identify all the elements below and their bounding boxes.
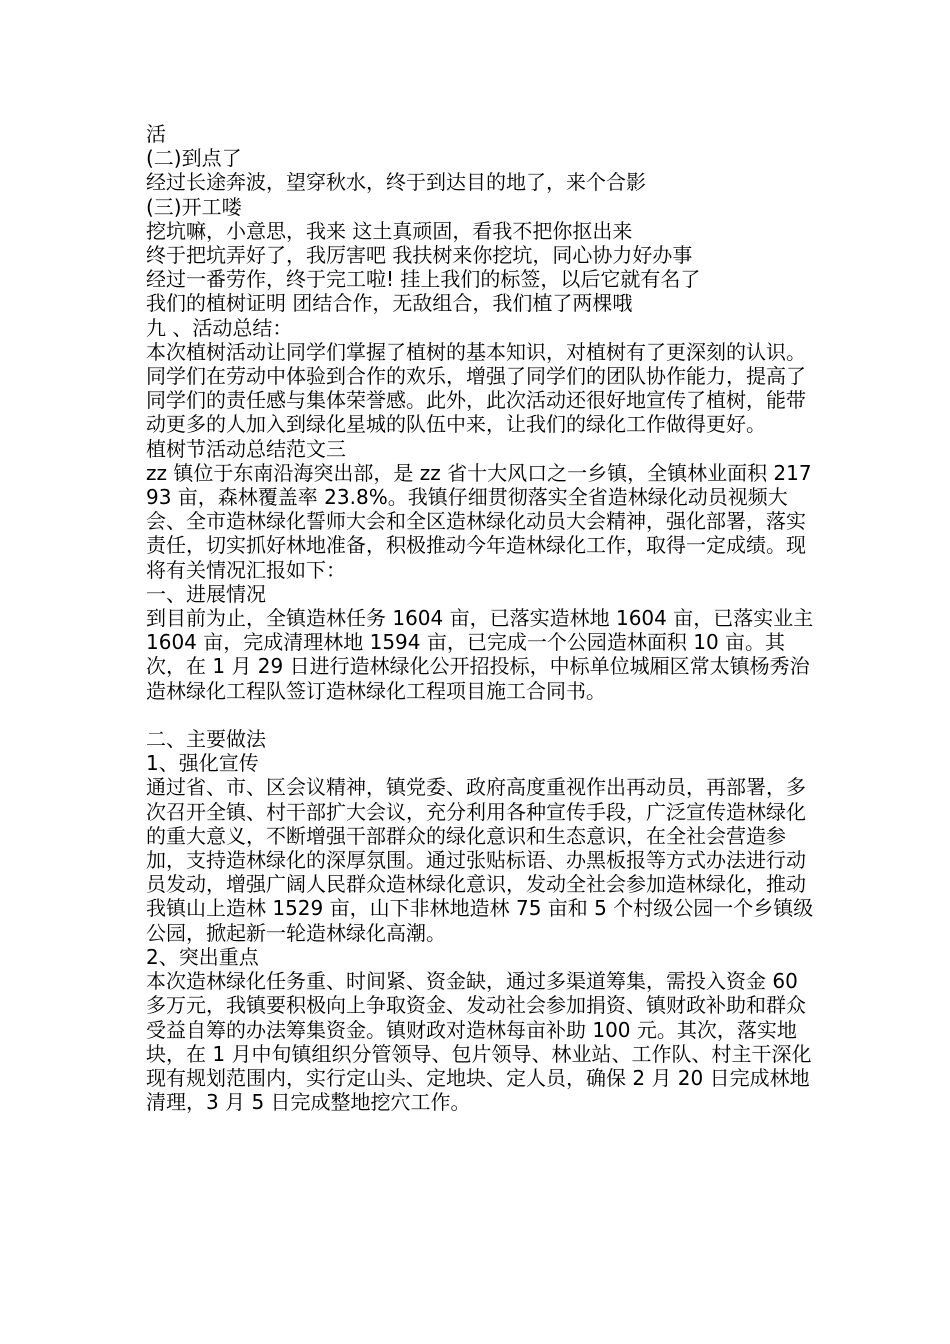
paragraph: 本次造林绿化任务重、时间紧、资金缺，通过多渠道筹集，需投入资金 60 多万元，我镇要积极向上争取资金、发动社会参加捐资、镇财政补助和群众受益自筹的办法筹集资金。镇财政对造林每亩补助 100 元。其次，落实地块，在 1 月中旬镇组织分管领导、包片领导、林业站、工作队、村主干深化现有规划范围内，实行定山头、定地块、定人员，确保 2 月 20 日完成林地清理，3 月 5 日完成整地挖穴工作。 [146,969,812,1115]
section-heading-methods: 二、主要做法 [146,727,266,752]
section-heading-summary: 九 、活动总结： [146,315,293,340]
paragraph: 经过长途奔波，望穿秋水，终于到达目的地了，来个合影 [146,170,646,195]
section-heading-progress: 一、进展情况 [146,581,266,606]
article-title: 植树节活动总结范文三 [146,436,346,461]
subheading-focus: 2、突出重点 [146,944,259,969]
paragraph: 本次植树活动让同学们掌握了植树的基本知识，对植树有了更深刻的认识。同学们在劳动中体验到合作的欢乐，增强了同学们的团队协作能力，提高了同学们的责任感与集体荣誉感。此外，此次活动还很好地宣传了植树，能带动更多的人加入到绿化星城的队伍中来，让我们的绿化工作做得更好。 [146,339,806,437]
subheading-publicity: 1、强化宣传 [146,751,259,776]
paragraph: 到目前为止，全镇造林任务 1604 亩，已落实造林地 1604 亩，已落实业主 1604 亩，完成清理林地 1594 亩，已完成一个公园造林面积 10 亩。其次，在 1 月 29 日进行造林绿化公开招投标，中标单位城厢区常太镇杨秀治造林绿化工程队签订造林绿化工程项目施工合同书。 [146,606,814,703]
paragraph-continuation: 活 [146,122,166,146]
subheading-arrival: (二)到点了 [146,146,242,171]
blank-line [146,703,818,727]
paragraph: 我们的植树证明 团结合作，无敌组合，我们植了两棵哦 [146,291,633,316]
paragraph: 通过省、市、区会议精神，镇党委、政府高度重视作出再动员，再部署，多次召开全镇、村干部扩大会议，充分利用各种宣传手段，广泛宣传造林绿化的重大意义，不断增强干部群众的绿化意识和生态意识，在全社会营造参加，支持造林绿化的深厚氛围。通过张贴标语、办黑板报等方式办法进行动员发动，增强广阔人民群众造林绿化意识，发动全社会参加造林绿化，推动我镇山上造林 1529 亩，山下非林地造林 75 亩和 5 个村级公园一个乡镇级公园，掀起新一轮造林绿化高潮。 [146,775,814,945]
document-body [146,122,818,1114]
subheading-start-work: (三)开工喽 [146,194,242,219]
paragraph: 终于把坑弄好了，我厉害吧 我扶树来你挖坑，同心协力好办事 [146,243,693,268]
paragraph: zz 镇位于东南沿海突出部，是 zz 省十大风口之一乡镇，全镇林业面积 21793 亩，森林覆盖率 23.8%。我镇仔细贯彻落实全省造林绿化动员视频大会、全市造林绿化誓师大会和全区造林绿化动员大会精神，强化部署，落实责任，切实抓好林地准备，积极推动今年造林绿化工作，取得一定成绩。现将有关情况汇报如下： [146,460,812,582]
paragraph: 挖坑嘛，小意思，我来 这土真顽固，看我不把你抠出来 [146,218,633,243]
paragraph: 经过一番劳作，终于完工啦! 挂上我们的标签，以后它就有名了 [146,267,701,292]
